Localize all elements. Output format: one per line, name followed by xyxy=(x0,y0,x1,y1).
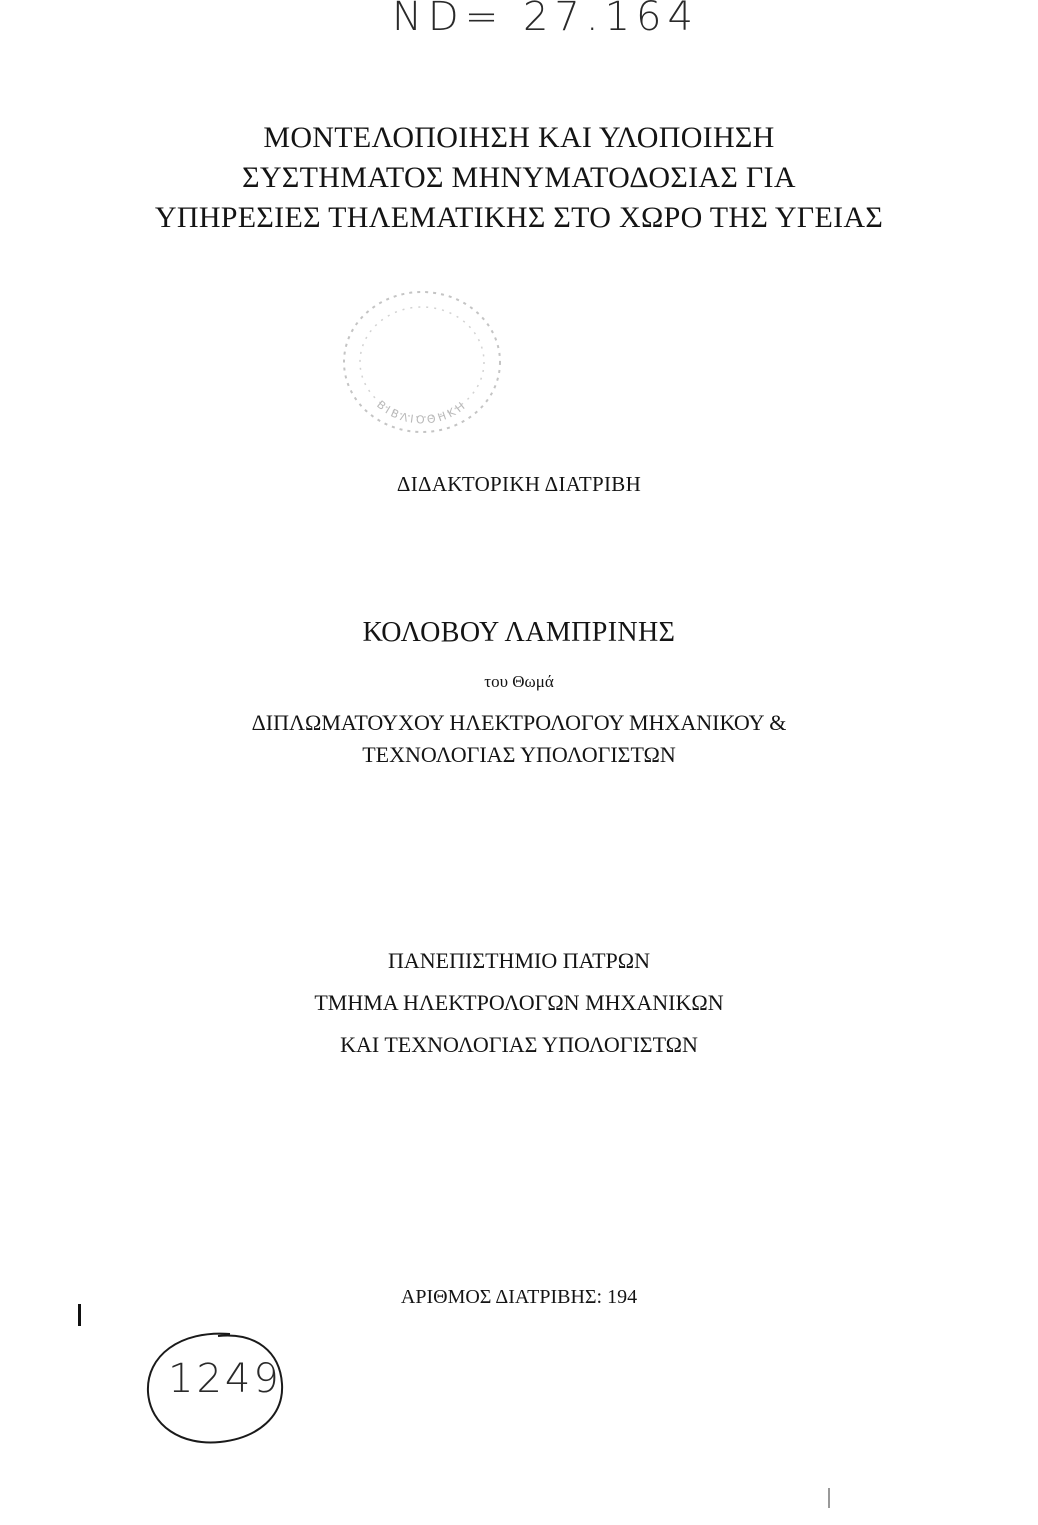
thesis-title xyxy=(0,118,1038,238)
handwritten-circled-number: 1249 xyxy=(168,1356,282,1402)
author-qualification xyxy=(0,707,1038,771)
author-qualification-line-2: ΤΕΧΝΟΛΟΓΙΑΣ ΥΠΟΛΟΓΙΣΤΩΝ xyxy=(362,742,676,767)
thesis-title-line-2: ΣΥΣΤΗΜΑΤΟΣ ΜΗΝΥΜΑΤΟΔΟΣΙΑΣ ΓΙΑ xyxy=(242,161,796,194)
dissertation-number: ΑΡΙΘΜΟΣ ΔΙΑΤΡΙΒΗΣ: 194 xyxy=(400,1286,638,1308)
library-stamp-text: ΒΙΒΛΙΟΘΗΚΗ xyxy=(374,397,470,427)
library-stamp xyxy=(336,282,508,442)
author-qualification-line-1: ΔΙΠΛΩΜΑΤΟΥΧΟΥ ΗΛΕΚΤΡΟΛΟΓΟΥ ΜΗΧΑΝΙΚΟΥ & xyxy=(251,710,787,735)
author-father-name: του Θωμά xyxy=(484,672,554,691)
handwritten-archive-code: ΝD= 27.164 xyxy=(392,0,699,40)
thesis-title-line-3: ΥΠΗΡΕΣΙΕΣ ΤΗΛΕΜΑΤΙΚΗΣ ΣΤΟ ΧΩΡΟ ΤΗΣ ΥΓΕΙΑΣ xyxy=(154,201,884,234)
thesis-title-line-1: ΜΟΝΤΕΛΟΠΟΙΗΣΗ ΚΑΙ ΥΛΟΠΟΙΗΣΗ xyxy=(263,121,775,154)
scan-mark xyxy=(78,1304,81,1326)
document-type: ΔΙΔΑΚΤΟΡΙΚΗ ΔΙΑΤΡΙΒΗ xyxy=(396,472,642,496)
university-name: ΠΑΝΕΠΙΣΤΗΜΙΟ ΠΑΤΡΩΝ xyxy=(388,948,650,973)
department-line-2: ΚΑΙ ΤΕΧΝΟΛΟΓΙΑΣ ΥΠΟΛΟΓΙΣΤΩΝ xyxy=(340,1032,698,1057)
author-name: ΚΟΛΟΒΟΥ ΛΑΜΠΡΙΝΗΣ xyxy=(362,617,676,648)
svg-text:ΒΙΒΛΙΟΘΗΚΗ xyxy=(374,398,470,426)
scan-mark xyxy=(828,1488,830,1508)
institution xyxy=(0,940,1038,1066)
department-line-1: ΤΜΗΜΑ ΗΛΕΚΤΡΟΛΟΓΩΝ ΜΗΧΑΝΙΚΩΝ xyxy=(314,990,724,1015)
